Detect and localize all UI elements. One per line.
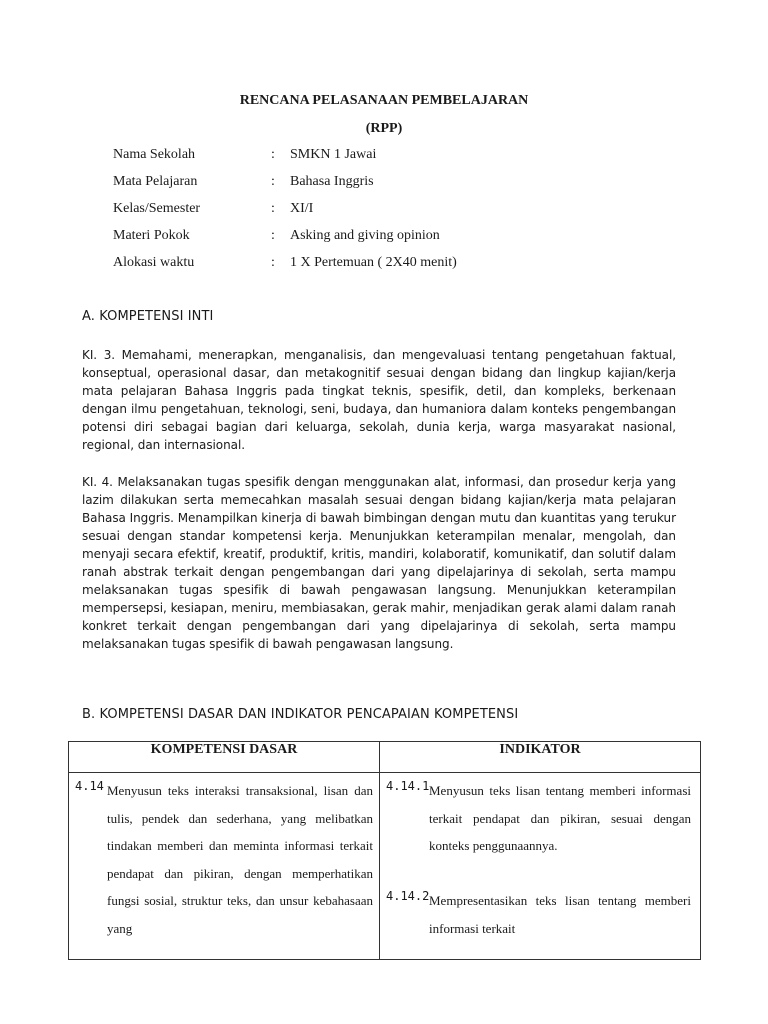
kd-text: Menyusun teks interaksi transaksional, lisan dan tulis, pendek dan sederhana, yang melibatkan tindakan memberi dan meminta informasi terkait pendapat dan pikiran, dengan memperhatikan fungsi sosial, struktur teks, dan unsur kebahasaan yang	[107, 783, 373, 936]
header-indikator: INDIKATOR	[380, 742, 701, 773]
identity-colon: :	[271, 201, 275, 216]
indicator-text: Mempresentasikan teks lisan tentang memberi informasi terkait	[429, 893, 691, 936]
identity-label: Mata Pelajaran	[113, 174, 198, 189]
indicator-number: 4.14.2	[386, 889, 430, 903]
document-title: RENCANA PELASANAAN PEMBELAJARAN	[239, 93, 529, 108]
identity-value: 1 X Pertemuan ( 2X40 menit)	[290, 255, 457, 270]
identity-colon: :	[271, 174, 275, 189]
table-row	[69, 773, 701, 960]
identity-label: Materi Pokok	[113, 228, 190, 243]
ki4-paragraph: KI. 4. Melaksanakan tugas spesifik dengan menggunakan alat, informasi, dan prosedur kerja yang lazim dilakukan serta memecahkan masalah sesuai dengan bidang kajian/kerja mata pelajaran Bahasa Inggris. Menampilkan kinerja di bawah bimbingan dengan mutu dan kuantitas yang terukur sesuai dengan standar kompetensi kerja. Menunjukkan keterampilan menalar, mengolah, dan menyaji secara efektif, kreatif, produktif, kritis, mandiri, kolaboratif, komunikatif, dan solutif dalam ranah abstrak terkait dengan pengembangan dari yang dipelajarinya di sekolah, serta mampu melaksanakan tugas spesifik di bawah pengawasan langsung. Menunjukkan keterampilan mempersepsi, kesiapan, meniru, membiasakan, gerak mahir, menjadikan gerak alami dalam ranah konkret terkait dengan pengembangan dari yang dipelajarinya di sekolah, serta mampu melaksanakan tugas spesifik di bawah pengawasan langsung.	[82, 475, 676, 651]
identity-label: Kelas/Semester	[113, 201, 201, 216]
identity-colon: :	[271, 255, 275, 270]
identity-label: Nama Sekolah	[113, 147, 196, 162]
indicator-text: Menyusun teks lisan tentang memberi informasi terkait pendapat dan pikiran, sesuai dengan konteks penggunaannya.	[429, 783, 691, 853]
header-kompetensi-dasar: KOMPETENSI DASAR	[69, 742, 380, 773]
document-subtitle: (RPP)	[365, 121, 403, 136]
kd-cell	[69, 773, 380, 960]
competency-table	[68, 741, 701, 960]
indicator-cell	[380, 773, 701, 960]
identity-colon: :	[271, 147, 275, 162]
identity-colon: :	[271, 228, 275, 243]
ki3-paragraph: KI. 3. Memahami, menerapkan, menganalisis, dan mengevaluasi tentang pengetahuan faktual, konseptual, operasional dasar, dan metakognitif sesuai dengan bidang dan lingkup kajian/kerja mata pelajaran Bahasa Inggris pada tingkat teknis, spesifik, detil, dan kompleks, berkenaan dengan ilmu pengetahuan, teknologi, seni, budaya, dan humaniora dalam konteks pengembangan potensi diri sebagai bagian dari keluarga, sekolah, dunia kerja, warga masyarakat nasional, regional, dan internasional.	[82, 348, 676, 452]
section-b-heading: B. KOMPETENSI DASAR DAN INDIKATOR PENCAPAIAN KOMPETENSI	[82, 707, 519, 722]
identity-value: SMKN 1 Jawai	[290, 147, 377, 162]
table-header-row	[69, 742, 701, 773]
kd-number: 4.14	[75, 779, 104, 793]
identity-value: Bahasa Inggris	[290, 174, 374, 189]
identity-label: Alokasi waktu	[113, 255, 195, 270]
indicator-number: 4.14.1	[386, 779, 430, 793]
identity-value: XI/I	[290, 201, 314, 216]
section-a-heading: A. KOMPETENSI INTI	[82, 309, 214, 324]
identity-value: Asking and giving opinion	[290, 228, 440, 243]
